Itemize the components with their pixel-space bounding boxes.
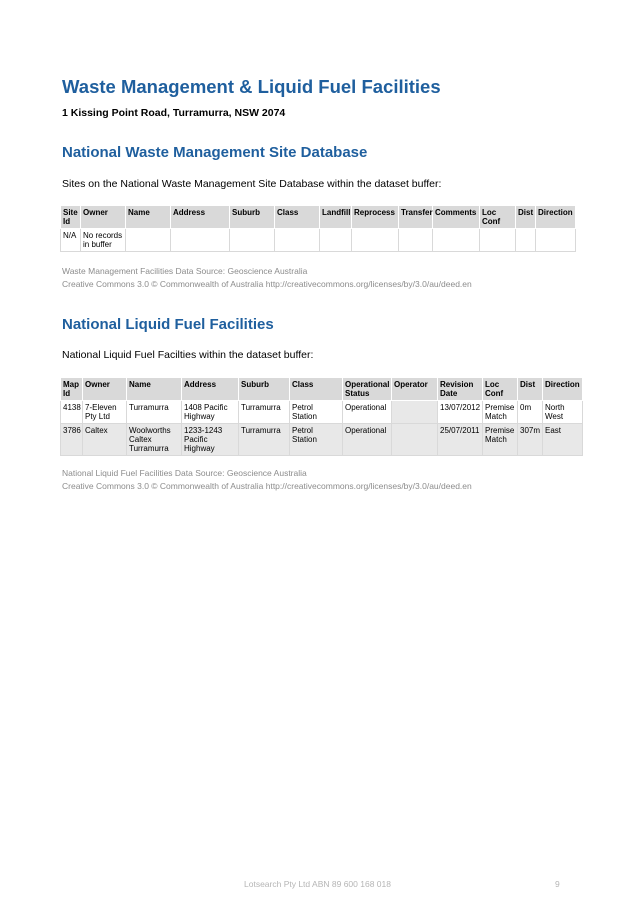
waste-col-header: Dist — [516, 206, 536, 229]
waste-col-header: Loc Conf — [480, 206, 516, 229]
table-row — [61, 424, 583, 456]
waste-col-header: Suburb — [230, 206, 275, 229]
page-number: 9 — [555, 879, 560, 889]
table-cell: Premise Match — [483, 401, 518, 424]
table-cell — [536, 229, 576, 252]
table-cell: Turramurra — [127, 401, 182, 424]
table-cell — [433, 229, 480, 252]
fuel-col-header: Address — [182, 378, 239, 401]
table-cell — [320, 229, 352, 252]
table-cell: 4138 — [61, 401, 83, 424]
table-cell: 307m — [518, 424, 543, 456]
fuel-col-header: Loc Conf — [483, 378, 518, 401]
waste-section-heading: National Waste Management Site Database — [62, 144, 368, 161]
fuel-col-header: Operational Status — [343, 378, 392, 401]
waste-col-header: Transfer — [399, 206, 433, 229]
fuel-license-line: Creative Commons 3.0 © Commonwealth of Australia http://creativecommons.org/licenses/by/3.0/au/deed.en — [62, 481, 472, 491]
table-cell — [230, 229, 275, 252]
table-cell: 1408 Pacific Highway — [182, 401, 239, 424]
table-cell: Operational — [343, 401, 392, 424]
fuel-col-header: Class — [290, 378, 343, 401]
table-cell — [392, 401, 438, 424]
table-cell — [480, 229, 516, 252]
fuel-col-header: Revision Date — [438, 378, 483, 401]
table-cell: Turramurra — [239, 424, 290, 456]
table-cell — [171, 229, 230, 252]
table-cell: North West — [543, 401, 583, 424]
table-cell: Woolworths Caltex Turramurra — [127, 424, 182, 456]
page-title: Waste Management & Liquid Fuel Facilities — [62, 76, 441, 97]
table-cell: East — [543, 424, 583, 456]
waste-col-header: Comments — [433, 206, 480, 229]
waste-source-line: Waste Management Facilities Data Source: Geoscience Australia — [62, 266, 308, 276]
waste-table — [60, 205, 576, 252]
table-cell: 0m — [518, 401, 543, 424]
fuel-table-header-row — [61, 378, 583, 401]
table-cell: 13/07/2012 — [438, 401, 483, 424]
footer-company: Lotsearch Pty Ltd ABN 89 600 168 018 — [244, 879, 391, 889]
table-cell — [352, 229, 399, 252]
waste-table-header-row — [61, 206, 576, 229]
waste-col-header: Name — [126, 206, 171, 229]
table-cell — [126, 229, 171, 252]
fuel-col-header: Owner — [83, 378, 127, 401]
fuel-col-header: Suburb — [239, 378, 290, 401]
waste-intro: Sites on the National Waste Management Site Database within the dataset buffer: — [62, 178, 442, 190]
table-cell — [392, 424, 438, 456]
waste-col-header: Direction — [536, 206, 576, 229]
table-cell — [399, 229, 433, 252]
table-cell: 1233-1243 Pacific Highway — [182, 424, 239, 456]
fuel-col-header: Dist — [518, 378, 543, 401]
table-row — [61, 401, 583, 424]
fuel-table — [60, 377, 583, 456]
table-cell: Operational — [343, 424, 392, 456]
table-cell: Caltex — [83, 424, 127, 456]
fuel-intro: National Liquid Fuel Facilties within the dataset buffer: — [62, 349, 314, 361]
site-address: 1 Kissing Point Road, Turramurra, NSW 2074 — [62, 107, 286, 119]
fuel-section-heading: National Liquid Fuel Facilities — [62, 316, 274, 333]
fuel-source-line: National Liquid Fuel Facilities Data Source: Geoscience Australia — [62, 468, 307, 478]
table-cell: Turramurra — [239, 401, 290, 424]
waste-col-header: Class — [275, 206, 320, 229]
waste-col-header: Address — [171, 206, 230, 229]
fuel-col-header: Map Id — [61, 378, 83, 401]
table-cell: Petrol Station — [290, 401, 343, 424]
table-cell: 25/07/2011 — [438, 424, 483, 456]
waste-license-line: Creative Commons 3.0 © Commonwealth of Australia http://creativecommons.org/licenses/by/3.0/au/deed.en — [62, 279, 472, 289]
fuel-col-header: Direction — [543, 378, 583, 401]
fuel-col-header: Operator — [392, 378, 438, 401]
table-cell: N/A — [61, 229, 81, 252]
table-cell: 7-Eleven Pty Ltd — [83, 401, 127, 424]
table-cell: Premise Match — [483, 424, 518, 456]
table-cell — [275, 229, 320, 252]
waste-source-note — [62, 265, 472, 291]
fuel-source-note — [62, 467, 472, 493]
table-row — [61, 229, 576, 252]
table-cell — [516, 229, 536, 252]
fuel-col-header: Name — [127, 378, 182, 401]
waste-col-header: Site Id — [61, 206, 81, 229]
table-cell: 3786 — [61, 424, 83, 456]
table-cell: No records in buffer — [81, 229, 126, 252]
waste-col-header: Owner — [81, 206, 126, 229]
waste-col-header: Reprocess — [352, 206, 399, 229]
waste-col-header: Landfill — [320, 206, 352, 229]
table-cell: Petrol Station — [290, 424, 343, 456]
